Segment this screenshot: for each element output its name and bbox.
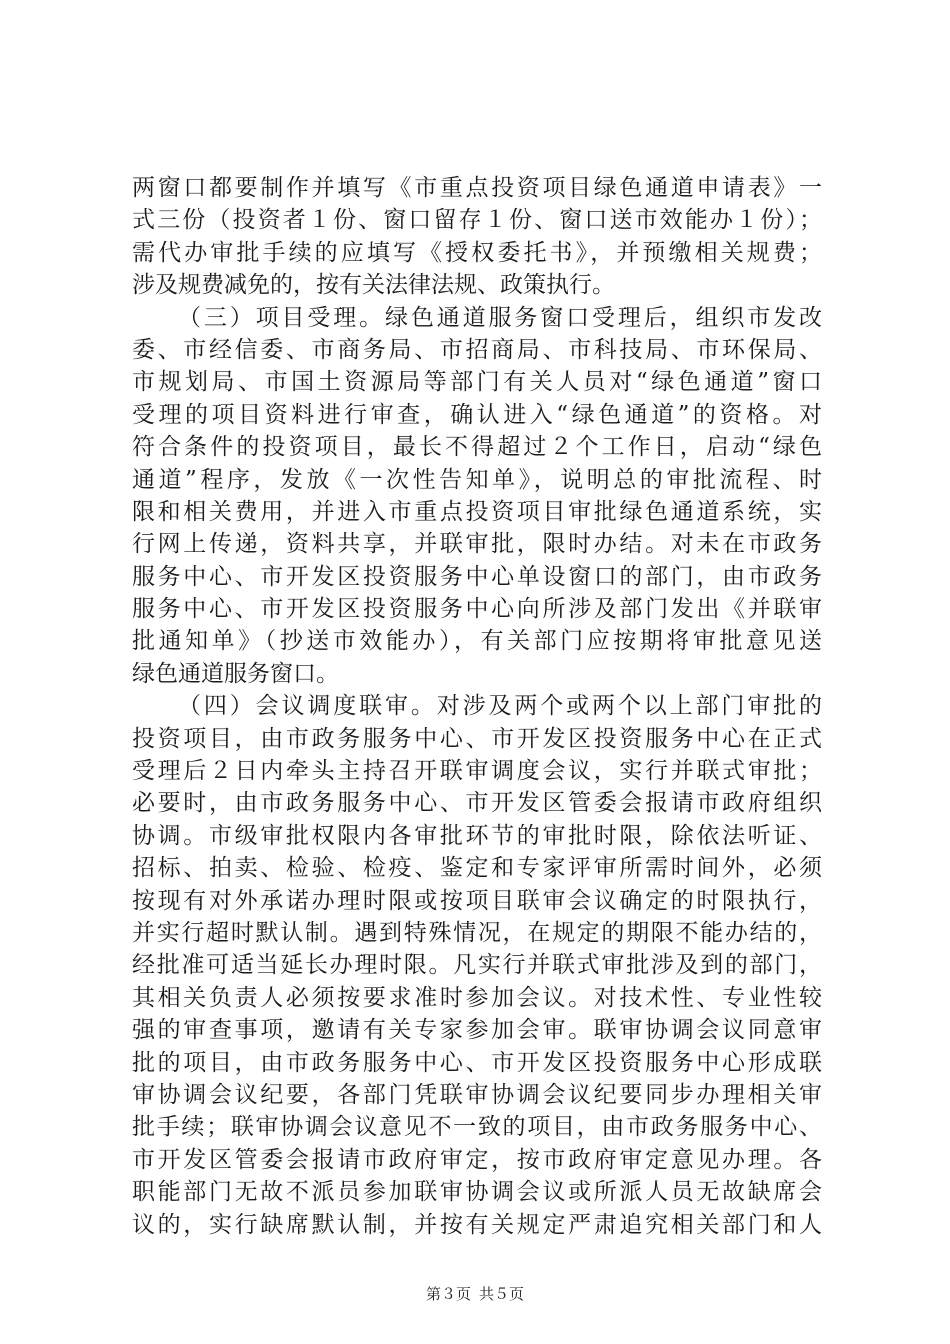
text-line: 受理的项目资料进行审查，确认进入“绿色通道”的资格。对 [132, 401, 822, 428]
text-line: 并实行超时默认制。遇到特殊情况，在规定的期限不能办结的， [132, 919, 822, 946]
text-line: 批手续；联审协调会议意见不一致的项目，由市政务服务中心、 [132, 1114, 822, 1141]
page-number-current: 第３页 [425, 1285, 471, 1303]
text-line: 限和相关费用，并进入市重点投资项目审批绿色通道系统，实 [132, 498, 822, 525]
text-line: 经批准可适当延长办理时限。凡实行并联式审批涉及到的部门， [132, 952, 822, 979]
page-footer [0, 1283, 950, 1304]
text-line: 协调。市级审批权限内各审批环节的审批时限，除依法听证、 [132, 822, 822, 849]
text-line: 通道”程序，发放《一次性告知单》，说明总的审批流程、时 [132, 466, 822, 493]
text-line: 行网上传递，资料共享，并联审批，限时办结。对未在市政务 [132, 531, 822, 558]
paragraph-heading-line: （三）项目受理。绿色通道服务窗口受理后，组织市发改 [178, 304, 822, 331]
text-line: 服务中心、市开发区投资服务中心单设窗口的部门，由市政务 [132, 563, 822, 590]
text-line: 投资项目，由市政务服务中心、市开发区投资服务中心在正式 [132, 725, 822, 752]
page-number-total: 共５页 [479, 1285, 525, 1303]
text-line: 审协调会议纪要，各部门凭联审协调会议纪要同步办理相关审 [132, 1081, 822, 1108]
text-line: 其相关负责人必须按要求准时参加会议。对技术性、专业性较 [132, 984, 822, 1011]
text-line: 批通知单》（抄送市效能办），有关部门应按期将审批意见送 [132, 628, 822, 655]
text-line: 两窗口都要制作并填写《市重点投资项目绿色通道申请表》一 [132, 175, 822, 201]
text-line: 批的项目，由市政务服务中心、市开发区投资服务中心形成联 [132, 1049, 822, 1076]
text-line: 式三份（投资者１份、窗口留存１份、窗口送市效能办１份）； [132, 207, 822, 234]
text-line: 按现有对外承诺办理时限或按项目联审会议确定的时限执行， [132, 887, 822, 914]
text-line: 职能部门无故不派员参加联审协调会议或所派人员无故缺席会 [132, 1179, 822, 1206]
text-line: 委、市经信委、市商务局、市招商局、市科技局、市环保局、 [132, 336, 822, 363]
text-line: 强的审查事项，邀请有关专家参加会审。联审协调会议同意审 [132, 1017, 822, 1044]
text-line: 招标、拍卖、检验、检疫、鉴定和专家评审所需时间外，必须 [132, 855, 822, 882]
text-line: 市规划局、市国土资源局等部门有关人员对“绿色通道”窗口 [132, 369, 822, 396]
text-line: 服务中心、市开发区投资服务中心向所涉及部门发出《并联审 [132, 596, 822, 623]
text-line: 市开发区管委会报请市政府审定，按市政府审定意见办理。各 [132, 1146, 822, 1173]
text-line: 受理后２日内牵头主持召开联审调度会议，实行并联式审批； [132, 758, 822, 785]
text-line: 涉及规费减免的，按有关法律法规、政策执行。 [132, 272, 615, 299]
text-line: 议的，实行缺席默认制，并按有关规定严肃追究相关部门和人 [132, 1211, 822, 1238]
text-line: 必要时，由市政务服务中心、市开发区管委会报请市政府组织 [132, 790, 822, 817]
text-line: 绿色通道服务窗口。 [132, 660, 339, 687]
text-line: 需代办审批手续的应填写《授权委托书》，并预缴相关规费； [132, 239, 822, 266]
text-line: 符合条件的投资项目，最长不得超过２个工作日，启动“绿色 [132, 434, 822, 461]
paragraph-heading-line: （四）会议调度联审。对涉及两个或两个以上部门审批的 [178, 693, 822, 720]
document-body [132, 172, 822, 1241]
